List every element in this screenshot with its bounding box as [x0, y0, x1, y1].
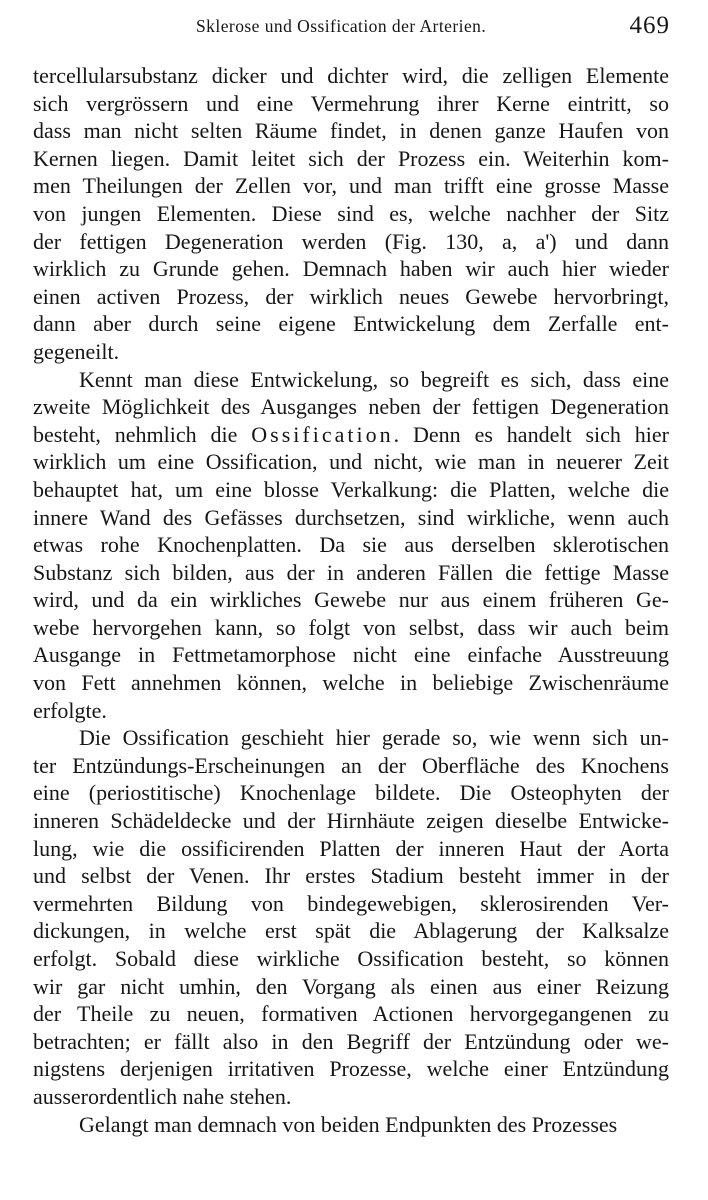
text-line: zweite Möglichkeit des Ausganges neben der fettigen Degeneration: [33, 394, 669, 420]
text-line: erfolgt. Sobald diese wirkliche Ossification besteht, so können: [33, 946, 669, 971]
body-text: [33, 62, 669, 1138]
text-line: Ausgange in Fettmetamorphose nicht eine einfache Ausstreuung: [33, 642, 669, 668]
text-line: innere Wand des Gefässes durchsetzen, sind wirkliche, wenn auch: [33, 504, 669, 530]
text-line: von Fett annehmen können, welche in beliebige Zwischenräume: [33, 670, 669, 696]
text-line: wir gar nicht umhin, den Vorgang als einen aus einer Reizung: [33, 973, 669, 999]
text-line: erfolgte.: [33, 697, 107, 723]
text-line: Kernen liegen. Damit leitet sich der Prozess ein. Weiterhin kom-: [33, 145, 669, 171]
text-line: ter Entzündungs-Erscheinungen an der Oberfläche des Knochens: [33, 752, 669, 778]
text-line: webe hervorgehen kann, so folgt von selbst, dass wir auch beim: [33, 614, 669, 640]
paragraph: [33, 724, 669, 1110]
page-header: [196, 12, 676, 42]
text-line: gegeneilt.: [33, 338, 120, 364]
paragraph: [33, 62, 669, 366]
text-line: sich vergrössern und eine Vermehrung ihrer Kerne eintritt, so: [33, 90, 669, 116]
text-line: vermehrten Bildung von bindegewebigen, sklerosirenden Ver-: [33, 890, 669, 916]
text-line: der fettigen Degeneration werden (Fig. 130, a, a') und dann: [33, 228, 669, 254]
text-line: besteht, nehmlich die Ossification. Denn es handelt sich hier: [33, 421, 669, 447]
text-line: und selbst der Venen. Ihr erstes Stadium besteht immer in der: [33, 863, 669, 889]
running-title: Sklerose und Ossification der Arterien.: [196, 16, 487, 36]
paragraph: [33, 366, 669, 725]
text-line: Die Ossification geschieht hier gerade so, wie wenn sich un-: [79, 725, 669, 751]
text-line: der Theile zu neuen, formativen Actionen hervorgegangenen zu: [33, 1001, 669, 1027]
text-line: Gelangt man demnach von beiden Endpunkten des Prozesses: [79, 1111, 618, 1137]
text-line: etwas rohe Knochenplatten. Da sie aus derselben sklerotischen: [33, 532, 669, 558]
text-line: dickungen, in welche erst spät die Ablagerung der Kalksalze: [33, 918, 669, 944]
text-line: wirklich zu Grunde gehen. Demnach haben wir auch hier wieder: [33, 256, 669, 282]
text-line: wird, und da ein wirkliches Gewebe nur aus einem früheren Ge-: [33, 587, 669, 613]
text-line: inneren Schädeldecke und der Hirnhäute zeigen dieselbe Entwicke-: [33, 808, 669, 834]
text-line: men Theilungen der Zellen vor, und man trifft eine grosse Masse: [33, 173, 669, 199]
text-line: Substanz sich bilden, aus der in anderen Fällen die fettige Masse: [33, 559, 669, 585]
text-line: von jungen Elementen. Diese sind es, welche nachher der Sitz: [33, 200, 669, 226]
text-line: Kennt man diese Entwickelung, so begreift es sich, dass eine: [79, 366, 669, 392]
text-line: einen activen Prozess, der wirklich neues Gewebe hervorbringt,: [33, 283, 669, 309]
text-line: dass man nicht selten Räume findet, in denen ganze Haufen von: [33, 118, 669, 144]
text-line: eine (periostitische) Knochenlage bildete. Die Osteophyten der: [33, 780, 669, 806]
text-line: lung, wie die ossificirenden Platten der inneren Haut der Aorta: [33, 835, 669, 861]
text-line: betrachten; er fällt also in den Begriff der Entzündung oder we-: [33, 1028, 669, 1054]
emphasized-term: Ossification: [251, 421, 394, 447]
page-number: 469: [629, 12, 670, 39]
text-line: behauptet hat, um eine blosse Verkalkung: die Platten, welche die: [33, 476, 669, 502]
text-line: nigstens derjenigen irritativen Prozesse, welche einer Entzündung: [33, 1056, 669, 1082]
text-line: ausserordentlich nahe stehen.: [33, 1083, 292, 1109]
text-line: tercellularsubstanz dicker und dichter wird, die zelligen Elemente: [33, 63, 669, 88]
text-line: wirklich um eine Ossification, und nicht, wie man in neuerer Zeit: [33, 449, 669, 475]
text-line: dann aber durch seine eigene Entwickelung dem Zerfalle ent-: [33, 311, 669, 337]
paragraph: [33, 1111, 669, 1139]
